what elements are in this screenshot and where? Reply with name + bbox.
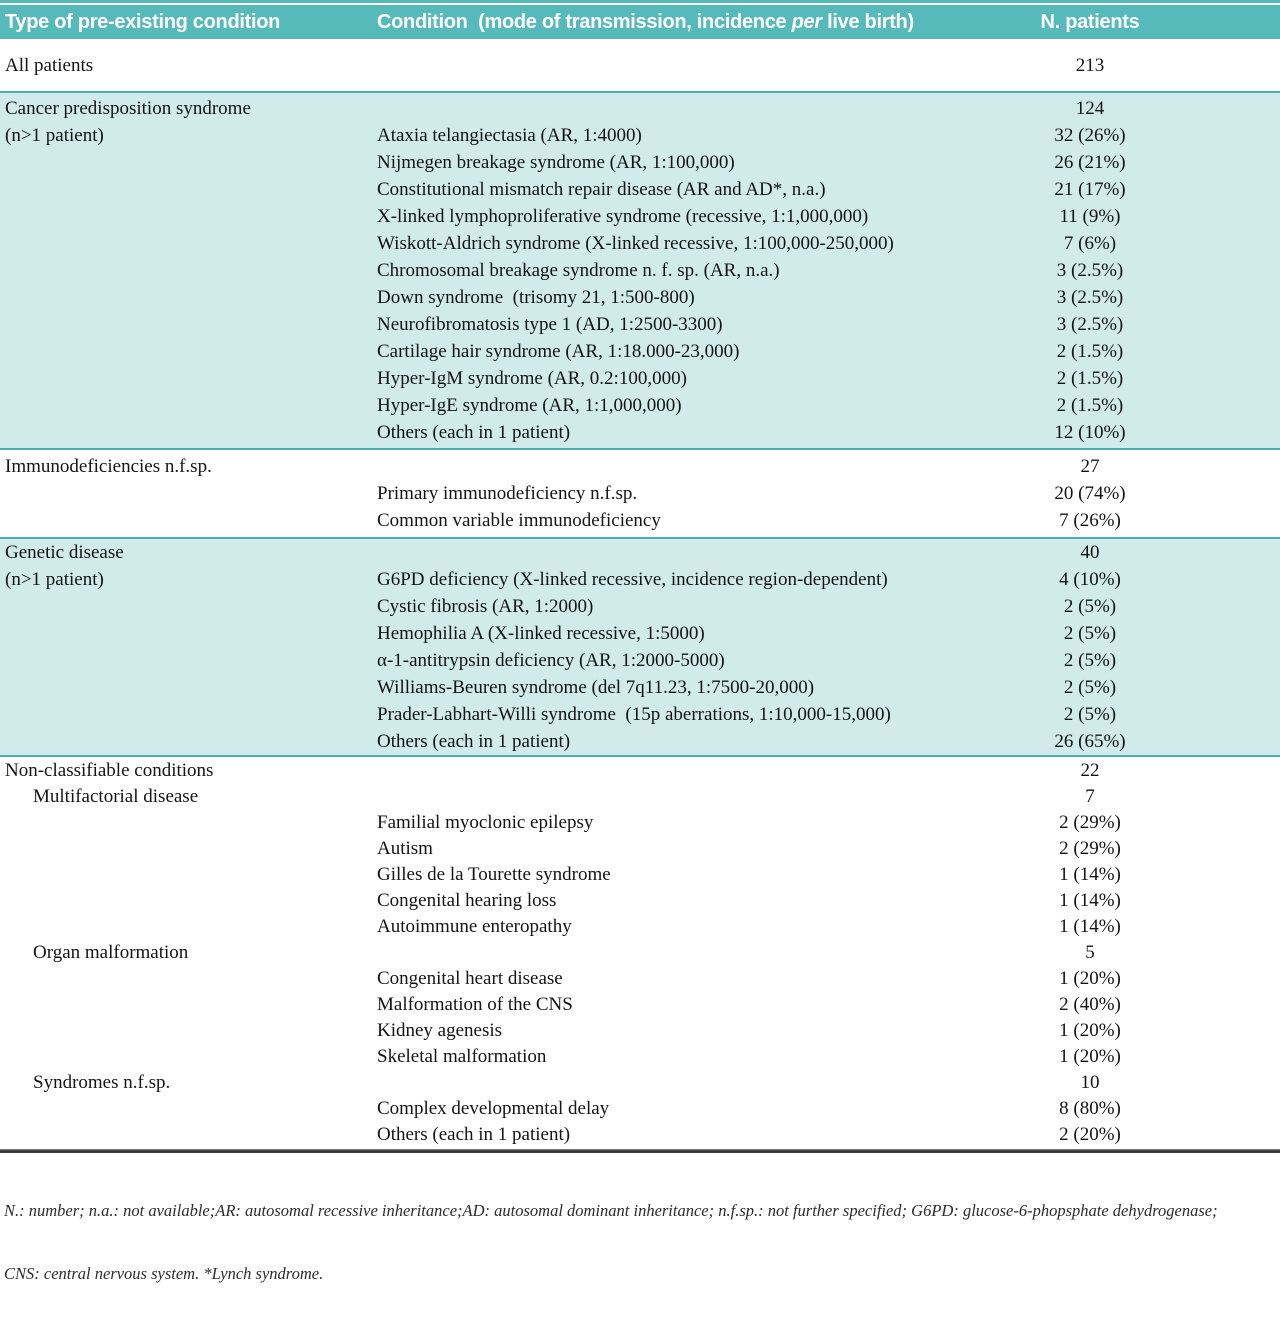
cell-type-of-condition <box>0 392 377 419</box>
cell-type-of-condition: Immunodeficiencies n.f.sp. <box>5 456 212 477</box>
cell-spacer <box>1180 480 1280 507</box>
cell-n-patients: 7 (26%) <box>1059 510 1121 531</box>
cell-spacer <box>1180 1044 1280 1070</box>
cell-spacer <box>1180 940 1280 966</box>
cell-spacer <box>1180 966 1280 992</box>
cell-type-of-condition <box>0 507 377 534</box>
cell-type-of-condition: Non-classifiable conditions <box>5 760 214 781</box>
cell-type-of-condition: Organ malformation <box>33 942 189 963</box>
table-row <box>0 453 1280 480</box>
header-condition-pre: Condition (mode of transmission, incidence <box>377 10 792 33</box>
cell-n-patients: 10 <box>1080 1072 1100 1093</box>
cell-type-of-condition <box>0 176 377 203</box>
cell-condition <box>377 539 1000 566</box>
cell-condition: Malformation of the CNS <box>377 994 573 1015</box>
table-row <box>0 758 1280 784</box>
cell-n-patients: 1 (20%) <box>1059 1020 1121 1041</box>
cell-n-patients: 2 (5%) <box>1063 677 1117 698</box>
cell-n-patients: 4 (10%) <box>1059 569 1121 590</box>
cell-spacer <box>1180 257 1280 284</box>
cell-condition: Ataxia telangiectasia (AR, 1:4000) <box>377 125 642 146</box>
table-body <box>0 39 1280 1149</box>
cell-spacer <box>1180 149 1280 176</box>
cell-type-of-condition <box>0 647 377 674</box>
cell-condition: Williams-Beuren syndrome (del 7q11.23, 1:7500-20,000) <box>377 677 815 698</box>
cell-spacer <box>1180 784 1280 810</box>
cell-spacer <box>1180 1122 1280 1148</box>
cell-condition: Others (each in 1 patient) <box>377 1124 571 1145</box>
bottom-rule <box>0 1149 1280 1153</box>
table-section-teal <box>0 91 1280 450</box>
table-row <box>0 1070 1280 1096</box>
cell-n-patients: 8 (80%) <box>1059 1098 1121 1119</box>
cell-condition: Hemophilia A (X-linked recessive, 1:5000) <box>377 623 705 644</box>
cell-spacer <box>1180 674 1280 701</box>
cell-n-patients: 27 <box>1080 456 1100 477</box>
cell-condition: Cartilage hair syndrome (AR, 1:18.000-23,000) <box>377 341 740 362</box>
cell-n-patients: 40 <box>1080 542 1100 563</box>
table-footnote <box>0 1158 1280 1326</box>
cell-condition: Neurofibromatosis type 1 (AD, 1:2500-3300) <box>377 314 723 335</box>
cell-spacer <box>1180 758 1280 784</box>
cell-spacer <box>1180 52 1280 79</box>
cell-n-patients: 2 (29%) <box>1059 812 1121 833</box>
table-row <box>0 593 1280 620</box>
cell-type-of-condition <box>0 914 377 940</box>
cell-spacer <box>1180 453 1280 480</box>
cell-condition: α-1-antitrypsin deficiency (AR, 1:2000-5000) <box>377 650 725 671</box>
table-row <box>0 888 1280 914</box>
cell-condition <box>377 52 1000 79</box>
cell-spacer <box>1180 392 1280 419</box>
cell-type-of-condition <box>0 701 377 728</box>
table-section-teal <box>0 537 1280 757</box>
cell-type-of-condition: Genetic disease <box>5 542 124 563</box>
cell-condition: Congenital heart disease <box>377 968 563 989</box>
cell-n-patients: 26 (65%) <box>1054 731 1126 752</box>
cell-spacer <box>1180 365 1280 392</box>
cell-spacer <box>1180 647 1280 674</box>
cell-type-of-condition <box>0 230 377 257</box>
cell-spacer <box>1180 620 1280 647</box>
table-row <box>0 507 1280 534</box>
cell-n-patients: 21 (17%) <box>1054 179 1126 200</box>
cell-n-patients: 32 (26%) <box>1054 125 1126 146</box>
cell-spacer <box>1180 122 1280 149</box>
cell-n-patients: 2 (1.5%) <box>1056 368 1124 389</box>
table-row <box>0 203 1280 230</box>
cell-n-patients: 7 <box>1085 786 1095 807</box>
table-row <box>0 284 1280 311</box>
table-section-white <box>0 450 1280 537</box>
table-row <box>0 784 1280 810</box>
cell-type-of-condition: (n>1 patient) <box>5 569 104 590</box>
cell-condition: Hyper-IgM syndrome (AR, 0.2:100,000) <box>377 368 687 389</box>
table-row <box>0 810 1280 836</box>
header-condition-per-italic: per <box>791 10 822 33</box>
cell-type-of-condition: Cancer predisposition syndrome <box>5 98 251 119</box>
cell-type-of-condition <box>0 1096 377 1122</box>
footnote-line-1: N.: number; n.a.: not available;AR: autosomal recessive inheritance;AD: autosomal dominant inheritance; n.f.sp.: not further specified; G6PD: glucose-6-phopsphate dehydrogenase; <box>4 1201 1218 1220</box>
cell-spacer <box>1180 1096 1280 1122</box>
cell-condition: G6PD deficiency (X-linked recessive, incidence region-dependent) <box>377 569 888 590</box>
cell-type-of-condition: Syndromes n.f.sp. <box>33 1072 171 1093</box>
cell-n-patients: 22 <box>1080 760 1100 781</box>
table-row <box>0 311 1280 338</box>
cell-spacer <box>1180 992 1280 1018</box>
cell-n-patients: 3 (2.5%) <box>1056 260 1124 281</box>
cell-n-patients: 5 <box>1085 942 1095 963</box>
table-row <box>0 122 1280 149</box>
cell-n-patients: 20 (74%) <box>1054 483 1126 504</box>
table-row <box>0 862 1280 888</box>
cell-type-of-condition <box>0 338 377 365</box>
table-row <box>0 566 1280 593</box>
cell-type-of-condition <box>0 257 377 284</box>
header-condition-post: live birth) <box>821 10 914 33</box>
cell-spacer <box>1180 566 1280 593</box>
cell-condition: Nijmegen breakage syndrome (AR, 1:100,000) <box>377 152 735 173</box>
cell-type-of-condition <box>0 728 377 755</box>
cell-condition: Kidney agenesis <box>377 1020 503 1041</box>
cell-condition: Familial myoclonic epilepsy <box>377 812 594 833</box>
table-row <box>0 1122 1280 1148</box>
cell-condition: Cystic fibrosis (AR, 1:2000) <box>377 596 594 617</box>
cell-type-of-condition <box>0 593 377 620</box>
table-row <box>0 620 1280 647</box>
cell-condition: Others (each in 1 patient) <box>377 422 571 443</box>
cell-n-patients: 3 (2.5%) <box>1056 314 1124 335</box>
cell-spacer <box>1180 593 1280 620</box>
table-row <box>0 365 1280 392</box>
table-row <box>0 836 1280 862</box>
cell-type-of-condition <box>0 203 377 230</box>
cell-spacer <box>1180 230 1280 257</box>
cell-condition <box>377 940 1000 966</box>
cell-spacer <box>1180 311 1280 338</box>
cell-type-of-condition <box>0 836 377 862</box>
header-type-of-condition: Type of pre-existing condition <box>5 10 281 33</box>
cell-condition <box>377 95 1000 122</box>
table-row <box>0 419 1280 446</box>
cell-type-of-condition <box>0 1044 377 1070</box>
cell-condition: Congenital hearing loss <box>377 890 557 911</box>
table-row <box>0 1018 1280 1044</box>
cell-spacer <box>1180 862 1280 888</box>
cell-n-patients: 213 <box>1075 55 1105 76</box>
cell-n-patients: 2 (20%) <box>1059 1124 1121 1145</box>
cell-spacer <box>1180 176 1280 203</box>
cell-spacer <box>1180 507 1280 534</box>
cell-type-of-condition: Multifactorial disease <box>33 786 199 807</box>
cell-n-patients: 11 (9%) <box>1059 206 1121 227</box>
cell-condition: Primary immunodeficiency n.f.sp. <box>377 483 638 504</box>
cell-n-patients: 2 (1.5%) <box>1056 341 1124 362</box>
cell-condition: Common variable immunodeficiency <box>377 510 661 531</box>
table-row <box>0 1044 1280 1070</box>
table-row <box>0 149 1280 176</box>
cell-spacer <box>1180 914 1280 940</box>
cell-n-patients: 2 (40%) <box>1059 994 1121 1015</box>
cell-type-of-condition <box>0 966 377 992</box>
cell-condition: Chromosomal breakage syndrome n. f. sp. (AR, n.a.) <box>377 260 780 281</box>
cell-condition <box>377 758 1000 784</box>
cell-type-of-condition <box>0 284 377 311</box>
cell-spacer <box>1180 701 1280 728</box>
cell-type-of-condition <box>0 1122 377 1148</box>
cell-condition: Gilles de la Tourette syndrome <box>377 864 611 885</box>
cell-spacer <box>1180 95 1280 122</box>
cell-spacer <box>1180 1018 1280 1044</box>
cell-n-patients: 12 (10%) <box>1054 422 1126 443</box>
table-row <box>0 480 1280 507</box>
cell-spacer <box>1180 419 1280 446</box>
table-section-white <box>0 757 1280 1149</box>
cell-n-patients: 26 (21%) <box>1054 152 1126 173</box>
cell-type-of-condition <box>0 149 377 176</box>
cell-type-of-condition <box>0 311 377 338</box>
table-row <box>0 992 1280 1018</box>
table-row <box>0 940 1280 966</box>
table-row <box>0 1096 1280 1122</box>
cell-spacer <box>1180 728 1280 755</box>
cell-n-patients: 1 (14%) <box>1059 864 1121 885</box>
cell-condition: Autism <box>377 838 433 859</box>
table-row <box>0 95 1280 122</box>
cell-condition <box>377 453 1000 480</box>
table-row <box>0 539 1280 566</box>
cell-spacer <box>1180 1070 1280 1096</box>
cell-n-patients: 2 (5%) <box>1063 650 1117 671</box>
table-row <box>0 52 1280 79</box>
cell-condition: Prader-Labhart-Willi syndrome (15p aberrations, 1:10,000-15,000) <box>377 704 891 725</box>
cell-type-of-condition: All patients <box>5 55 94 76</box>
header-n-patients: N. patients <box>1040 10 1140 33</box>
table-row <box>0 966 1280 992</box>
cell-spacer <box>1180 284 1280 311</box>
table-row <box>0 392 1280 419</box>
cell-type-of-condition <box>0 480 377 507</box>
cell-n-patients: 2 (1.5%) <box>1056 395 1124 416</box>
table-row <box>0 914 1280 940</box>
cell-condition <box>377 784 1000 810</box>
table-row <box>0 257 1280 284</box>
cell-spacer <box>1180 338 1280 365</box>
cell-condition: Down syndrome (trisomy 21, 1:500-800) <box>377 287 695 308</box>
footnote-line-2: CNS: central nervous system. *Lynch syndrome. <box>4 1264 324 1283</box>
table-row <box>0 176 1280 203</box>
cell-type-of-condition <box>0 992 377 1018</box>
table-row <box>0 674 1280 701</box>
cell-type-of-condition <box>0 620 377 647</box>
cell-type-of-condition <box>0 1018 377 1044</box>
cell-n-patients: 1 (14%) <box>1059 890 1121 911</box>
cell-n-patients: 1 (20%) <box>1059 1046 1121 1067</box>
cell-condition: X-linked lymphoproliferative syndrome (recessive, 1:1,000,000) <box>377 206 869 227</box>
cell-condition: Others (each in 1 patient) <box>377 731 571 752</box>
cell-n-patients: 3 (2.5%) <box>1056 287 1124 308</box>
table-row <box>0 701 1280 728</box>
cell-n-patients: 124 <box>1075 98 1105 119</box>
table-row <box>0 338 1280 365</box>
cell-n-patients: 2 (5%) <box>1063 623 1117 644</box>
table-row <box>0 728 1280 755</box>
header-condition <box>377 11 1000 34</box>
cell-n-patients: 1 (20%) <box>1059 968 1121 989</box>
cell-n-patients: 2 (5%) <box>1063 704 1117 725</box>
cell-n-patients: 2 (29%) <box>1059 838 1121 859</box>
cell-type-of-condition <box>0 419 377 446</box>
cell-n-patients: 1 (14%) <box>1059 916 1121 937</box>
cell-condition: Skeletal malformation <box>377 1046 547 1067</box>
cell-n-patients: 7 (6%) <box>1063 233 1117 254</box>
cell-condition: Hyper-IgE syndrome (AR, 1:1,000,000) <box>377 395 682 416</box>
cell-spacer <box>1180 203 1280 230</box>
cell-condition: Constitutional mismatch repair disease (AR and AD*, n.a.) <box>377 179 826 200</box>
cell-type-of-condition <box>0 862 377 888</box>
cell-spacer <box>1180 539 1280 566</box>
table-header-row <box>0 5 1280 39</box>
cell-type-of-condition <box>0 365 377 392</box>
cell-type-of-condition: (n>1 patient) <box>5 125 104 146</box>
cell-condition: Autoimmune enteropathy <box>377 916 572 937</box>
cell-n-patients: 2 (5%) <box>1063 596 1117 617</box>
table-row <box>0 647 1280 674</box>
cell-spacer <box>1180 810 1280 836</box>
cell-condition: Complex developmental delay <box>377 1098 610 1119</box>
cell-type-of-condition <box>0 888 377 914</box>
cell-condition: Wiskott-Aldrich syndrome (X-linked recessive, 1:100,000-250,000) <box>377 233 894 254</box>
table-section-white <box>0 39 1280 91</box>
cell-type-of-condition <box>0 674 377 701</box>
cell-condition <box>377 1070 1000 1096</box>
cell-type-of-condition <box>0 810 377 836</box>
table-row <box>0 230 1280 257</box>
cell-spacer <box>1180 836 1280 862</box>
cell-spacer <box>1180 888 1280 914</box>
